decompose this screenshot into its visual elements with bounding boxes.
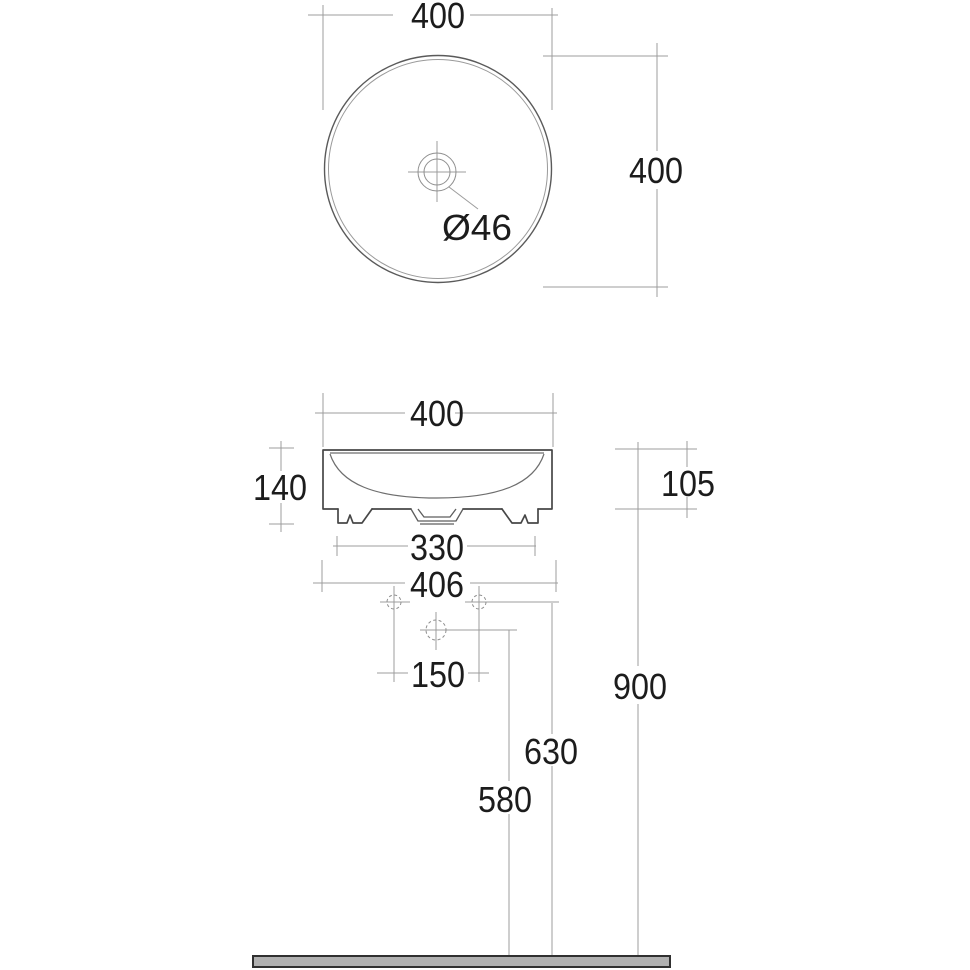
- basin-top-view: [308, 0, 683, 297]
- basin-rim-inner-circle: [329, 60, 548, 279]
- height-900-dimension-label: 900: [613, 666, 667, 707]
- height-140-dimension-label: 140: [253, 467, 307, 508]
- basin-rim-outer-circle: [325, 56, 552, 283]
- span-330-dimension-label: 330: [410, 527, 464, 568]
- faucet-holes-centerlines: [380, 586, 559, 682]
- basin-front-view: [253, 393, 715, 967]
- drain-diameter-label: Ø46: [442, 207, 512, 248]
- height-630-dimension-label: 630: [524, 731, 578, 772]
- basin-bowl-curve: [330, 453, 544, 498]
- drain-leader-line: [449, 187, 478, 209]
- spacing-150-dimension-label: 150: [411, 654, 465, 695]
- top-view-depth-dimension-label: 400: [629, 150, 683, 191]
- basin-body-outline: [323, 450, 552, 509]
- floor-line: [253, 956, 670, 967]
- height-580-dimension-label: 580: [478, 779, 532, 820]
- height-105-dimension-label: 105: [661, 463, 715, 504]
- drain-centerlines-front: [420, 612, 517, 650]
- front-width-dimension-label: 400: [410, 393, 464, 434]
- drain-boss-outline: [411, 509, 463, 524]
- top-view-width-dimension-label: 400: [411, 0, 465, 36]
- width-406-dimension-label: 406: [410, 564, 464, 605]
